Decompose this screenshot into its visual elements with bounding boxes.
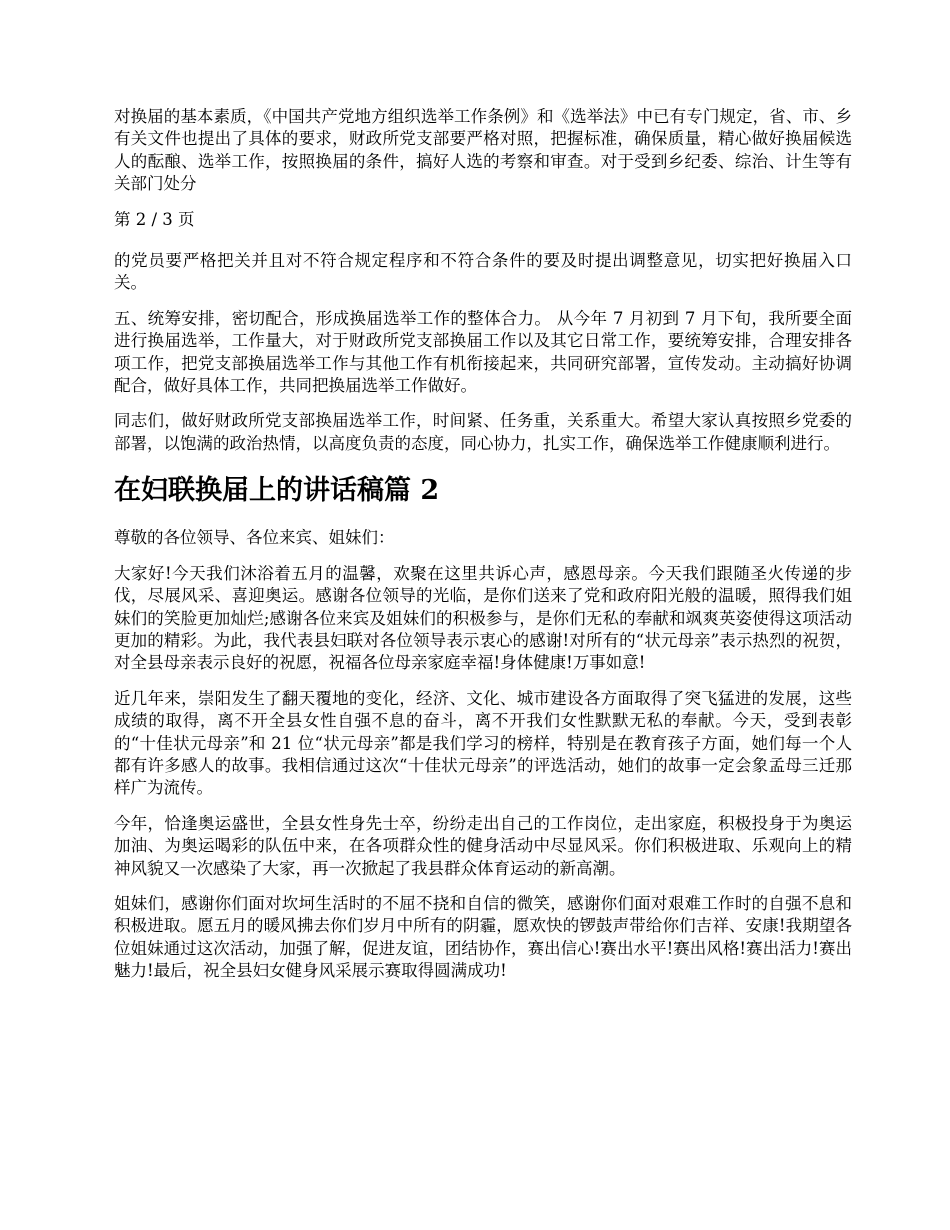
paragraph: 的党员要严格把关并且对不符合规定程序和不符合条件的要及时提出调整意见，切实把好换届入口关。 [114, 251, 852, 293]
paragraph: 五、统筹安排，密切配合，形成换届选举工作的整体合力。 从今年 7 月初到 7 月下旬，我所要全面进行换届选举，工作量大，对于财政所党支部换届工作以及其它日常工作，要统筹安排，合理安排各项工作，把党支部换届选举工作与其他工作有机衔接起来，共同研究部署，宣传发动。主动搞好协调配合，做好具体工作，共同把换届选举工作做好。 [114, 308, 852, 396]
paragraph: 对换届的基本素质，《中国共产党地方组织选举工作条例》和《选举法》中已有专门规定，省、市、乡有关文件也提出了具体的要求，财政所党支部要严格对照，把握标准，确保质量，精心做好换届候选人的酝酿、选举工作，按照换届的条件，搞好人选的考察和审查。对于受到乡纪委、综治、计生等有关部门处分 [114, 107, 852, 194]
article-heading: 在妇联换届上的讲话稿篇 2 [114, 475, 440, 507]
salutation: 尊敬的各位领导、各位来宾、姐妹们： [114, 528, 395, 548]
document-page [114, 106, 852, 996]
page-marker: 第 2 / 3 页 [114, 209, 195, 229]
paragraph: 今年，恰逢奥运盛世，全县女性身先士卒，纷纷走出自己的工作岗位，走出家庭，积极投身于为奥运加油、为奥运喝彩的队伍中来，在各项群众性的健身活动中尽显风采。你们积极进取、乐观向上的精神风貌又一次感染了大家，再一次掀起了我县群众体育运动的新高潮。 [114, 813, 852, 878]
paragraph: 大家好!今天我们沐浴着五月的温馨，欢聚在这里共诉心声，感恩母亲。今天我们跟随圣火传递的步伐，尽展风采、喜迎奥运。感谢各位领导的光临，是你们送来了党和政府阳光般的温暖，照得我们姐妹们的笑脸更加灿烂;感谢各位来宾及姐妹们的积极参与，是你们无私的奉献和飒爽英姿使得这项活动更加的精彩。为此，我代表县妇联对各位领导表示衷心的感谢!对所有的“状元母亲”表示热烈的祝贺，对全县母亲表示良好的祝愿，祝福各位母亲家庭幸福!身体健康!万事如意! [114, 563, 852, 673]
paragraph: 姐妹们，感谢你们面对坎坷生活时的不屈不挠和自信的微笑，感谢你们面对艰难工作时的自强不息和积极进取。愿五月的暖风拂去你们岁月中所有的阴霾，愿欢快的锣鼓声带给你们吉祥、安康!我期望各位姐妹通过这次活动，加强了解，促进友谊，团结协作，赛出信心!赛出水平!赛出风格!赛出活力!赛出魅力!最后，祝全县妇女健身风采展示赛取得圆满成功! [114, 893, 852, 981]
paragraph: 同志们，做好财政所党支部换届选举工作，时间紧、任务重，关系重大。希望大家认真按照乡党委的部署，以饱满的政治热情，以高度负责的态度，同心协力，扎实工作，确保选举工作健康顺利进行。 [114, 411, 852, 453]
paragraph: 近几年来，崇阳发生了翻天覆地的变化，经济、文化、城市建设各方面取得了突飞猛进的发展，这些成绩的取得，离不开全县女性自强不息的奋斗，离不开我们女性默默无私的奉献。今天，受到表彰的“十佳状元母亲”和 21 位“状元母亲”都是我们学习的榜样，特别是在教育孩子方面，她们每一个人都有许多感人的故事。我相信通过这次“十佳状元母亲”的评选活动，她们的故事一定会象孟母三迁那样广为流传。 [114, 688, 852, 798]
